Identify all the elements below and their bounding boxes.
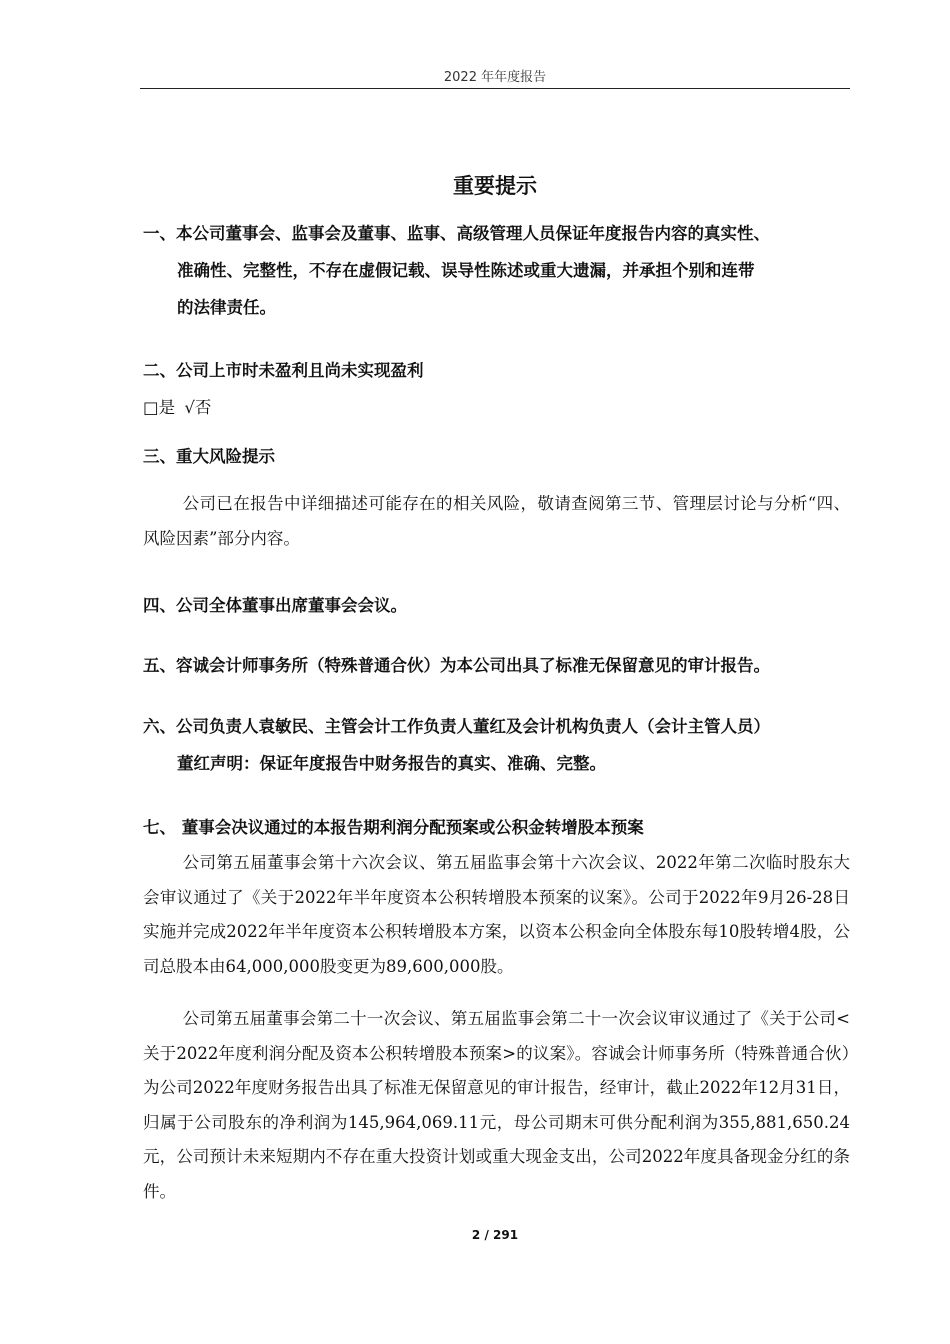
section-3-heading: 三、重大风险提示	[143, 447, 275, 466]
section-6-line-1: 六、公司负责人袁敏民、主管会计工作负责人董红及会计机构负责人（会计主管人员）	[143, 717, 770, 736]
section-1-line-2: 准确性、完整性，不存在虚假记载、误导性陈述或重大遗漏，并承担个别和连带	[177, 261, 755, 280]
header-divider	[140, 88, 850, 89]
section-1-line-3: 的法律责任。	[177, 298, 276, 317]
section-7-heading: 七、 董事会决议通过的本报告期利润分配预案或公积金转增股本预案	[143, 818, 644, 837]
section-3-body: 公司已在报告中详细描述可能存在的相关风险，敬请查阅第三节、管理层讨论与分析“四、风险因素”部分内容。	[143, 494, 850, 548]
section-6-line-2: 董红声明：保证年度报告中财务报告的真实、准确、完整。	[177, 754, 606, 773]
section-5-heading: 五、容诚会计师事务所（特殊普通合伙）为本公司出具了标准无保留意见的审计报告。	[143, 656, 770, 675]
option-no: √否	[184, 398, 212, 417]
page-number: 2 / 291	[471, 1228, 519, 1242]
section-2-heading: 二、公司上市时未盈利且尚未实现盈利	[143, 361, 424, 380]
running-header: 2022 年年度报告	[443, 70, 547, 85]
section-6	[143, 708, 853, 782]
option-yes: □是	[143, 398, 176, 417]
section-1-line-1: 一、本公司董事会、监事会及董事、监事、高级管理人员保证年度报告内容的真实性、	[143, 224, 770, 243]
section-1	[143, 215, 853, 326]
listing-profit-options	[143, 389, 853, 426]
section-4-heading: 四、公司全体董事出席董事会会议。	[143, 596, 407, 615]
section-7-paragraph-2: 公司第五届董事会第二十一次会议、第五届监事会第二十一次会议审议通过了《关于公司<关于2022年度利润分配及资本公积转增股本预案>的议案》。容诚会计师事务所（特殊普通合伙）为公司2022年度财务报告出具了标准无保留意见的审计报告，经审计，截止2022年12月31日，归属于公司股东的净利润为145,964,069.11元，母公司期末可供分配利润为355,881,650.24元，公司预计未来短期内不存在重大投资计划或重大现金支出，公司2022年度具备现金分红的条件。	[143, 1009, 850, 1201]
page-title: 重要提示	[453, 174, 537, 198]
section-7-paragraph-1: 公司第五届董事会第十六次会议、第五届监事会第十六次会议、2022年第二次临时股东大会审议通过了《关于2022年半年度资本公积转增股本预案的议案》。公司于2022年9月26-28日实施并完成2022年半年度资本公积转增股本方案，以资本公积金向全体股东每10股转增4股，公司总股本由64,000,000股变更为89,600,000股。	[143, 853, 850, 976]
